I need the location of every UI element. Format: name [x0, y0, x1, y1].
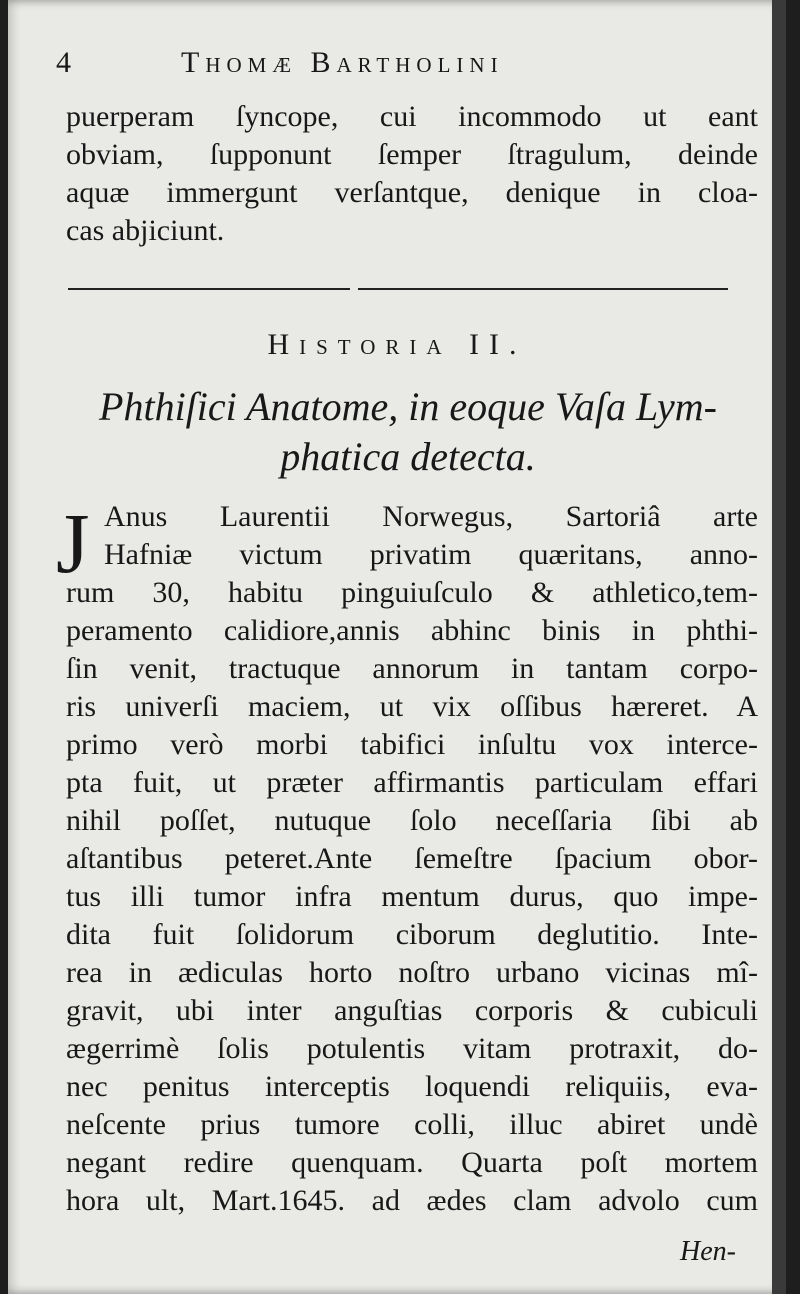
- section-rule-right: [358, 288, 728, 290]
- text-line: obviam, ſupponunt ſemper ſtragulum, deinde: [66, 138, 758, 171]
- text-line: ægerrimè ſolis potulentis vitam protraxit, do-: [66, 1032, 758, 1065]
- text-line: Anus Laurentii Norwegus, Sartoriâ arte: [104, 500, 758, 533]
- text-line: tus illi tumor infra mentum durus, quo impe-: [66, 880, 758, 913]
- catchword: Hen-: [680, 1236, 736, 1267]
- title-line: phatica detecta.: [280, 434, 536, 479]
- page-edge-shadow: [772, 0, 786, 1294]
- title-line: Phthiſici Anatome, in eoque Vaſa Lym-: [99, 384, 717, 429]
- running-head: [56, 38, 726, 82]
- text-line: negant redire quenquam. Quarta poſt mortem: [66, 1146, 758, 1179]
- text-line: rum 30, habitu pinguiuſculo & athletico,tem-: [66, 576, 758, 609]
- text-line: rea in ædiculas horto noſtro urbano vicinas mî-: [66, 956, 758, 989]
- text-line: ſin venit, tractuque annorum in tantam corpo-: [66, 652, 758, 685]
- page-number: 4: [56, 46, 72, 79]
- text-line: hora ult, Mart.1645. ad ædes clam advolo cum: [66, 1184, 758, 1217]
- text-line: puerperam ſyncope, cui incommodo ut eant: [66, 100, 758, 133]
- text-line: cas abjiciunt.: [66, 214, 225, 247]
- text-line: Hafniæ victum privatim quæritans, anno-: [104, 538, 758, 571]
- text-line: gravit, ubi inter anguſtias corporis & cubiculi: [66, 994, 758, 1027]
- section-heading: Historia II.: [267, 328, 527, 361]
- top-paragraph: [66, 98, 758, 250]
- book-page: [8, 0, 786, 1294]
- text-line: primo verò morbi tabifici inſultu vox interce-: [66, 728, 758, 761]
- text-line: neſcente prius tumore colli, illuc abiret undè: [66, 1108, 758, 1141]
- running-title: Thomæ Bartholini: [181, 46, 504, 79]
- main-paragraph: [66, 498, 758, 1220]
- text-line: aſtantibus peteret.Ante ſemeſtre ſpacium obor-: [66, 842, 758, 875]
- text-line: pta fuit, ut præter affirmantis particulam effari: [66, 766, 758, 799]
- text-line: aquæ immergunt verſantque, denique in cloa-: [66, 176, 758, 209]
- drop-cap-initial: J: [56, 495, 90, 591]
- text-line: ris univerſi maciem, ut vix oſſibus hæreret. A: [66, 690, 758, 723]
- text-line: dita fuit ſolidorum ciborum deglutitio. Inte-: [66, 918, 758, 951]
- section-rule-left: [68, 288, 350, 290]
- text-line: peramento calidiore,annis abhinc binis in phthi-: [66, 614, 758, 647]
- text-line: nihil poſſet, nutuque ſolo neceſſaria ſibi ab: [66, 804, 758, 837]
- article-title: [58, 382, 758, 482]
- text-line: nec penitus interceptis loquendi reliquiis, eva-: [66, 1070, 758, 1103]
